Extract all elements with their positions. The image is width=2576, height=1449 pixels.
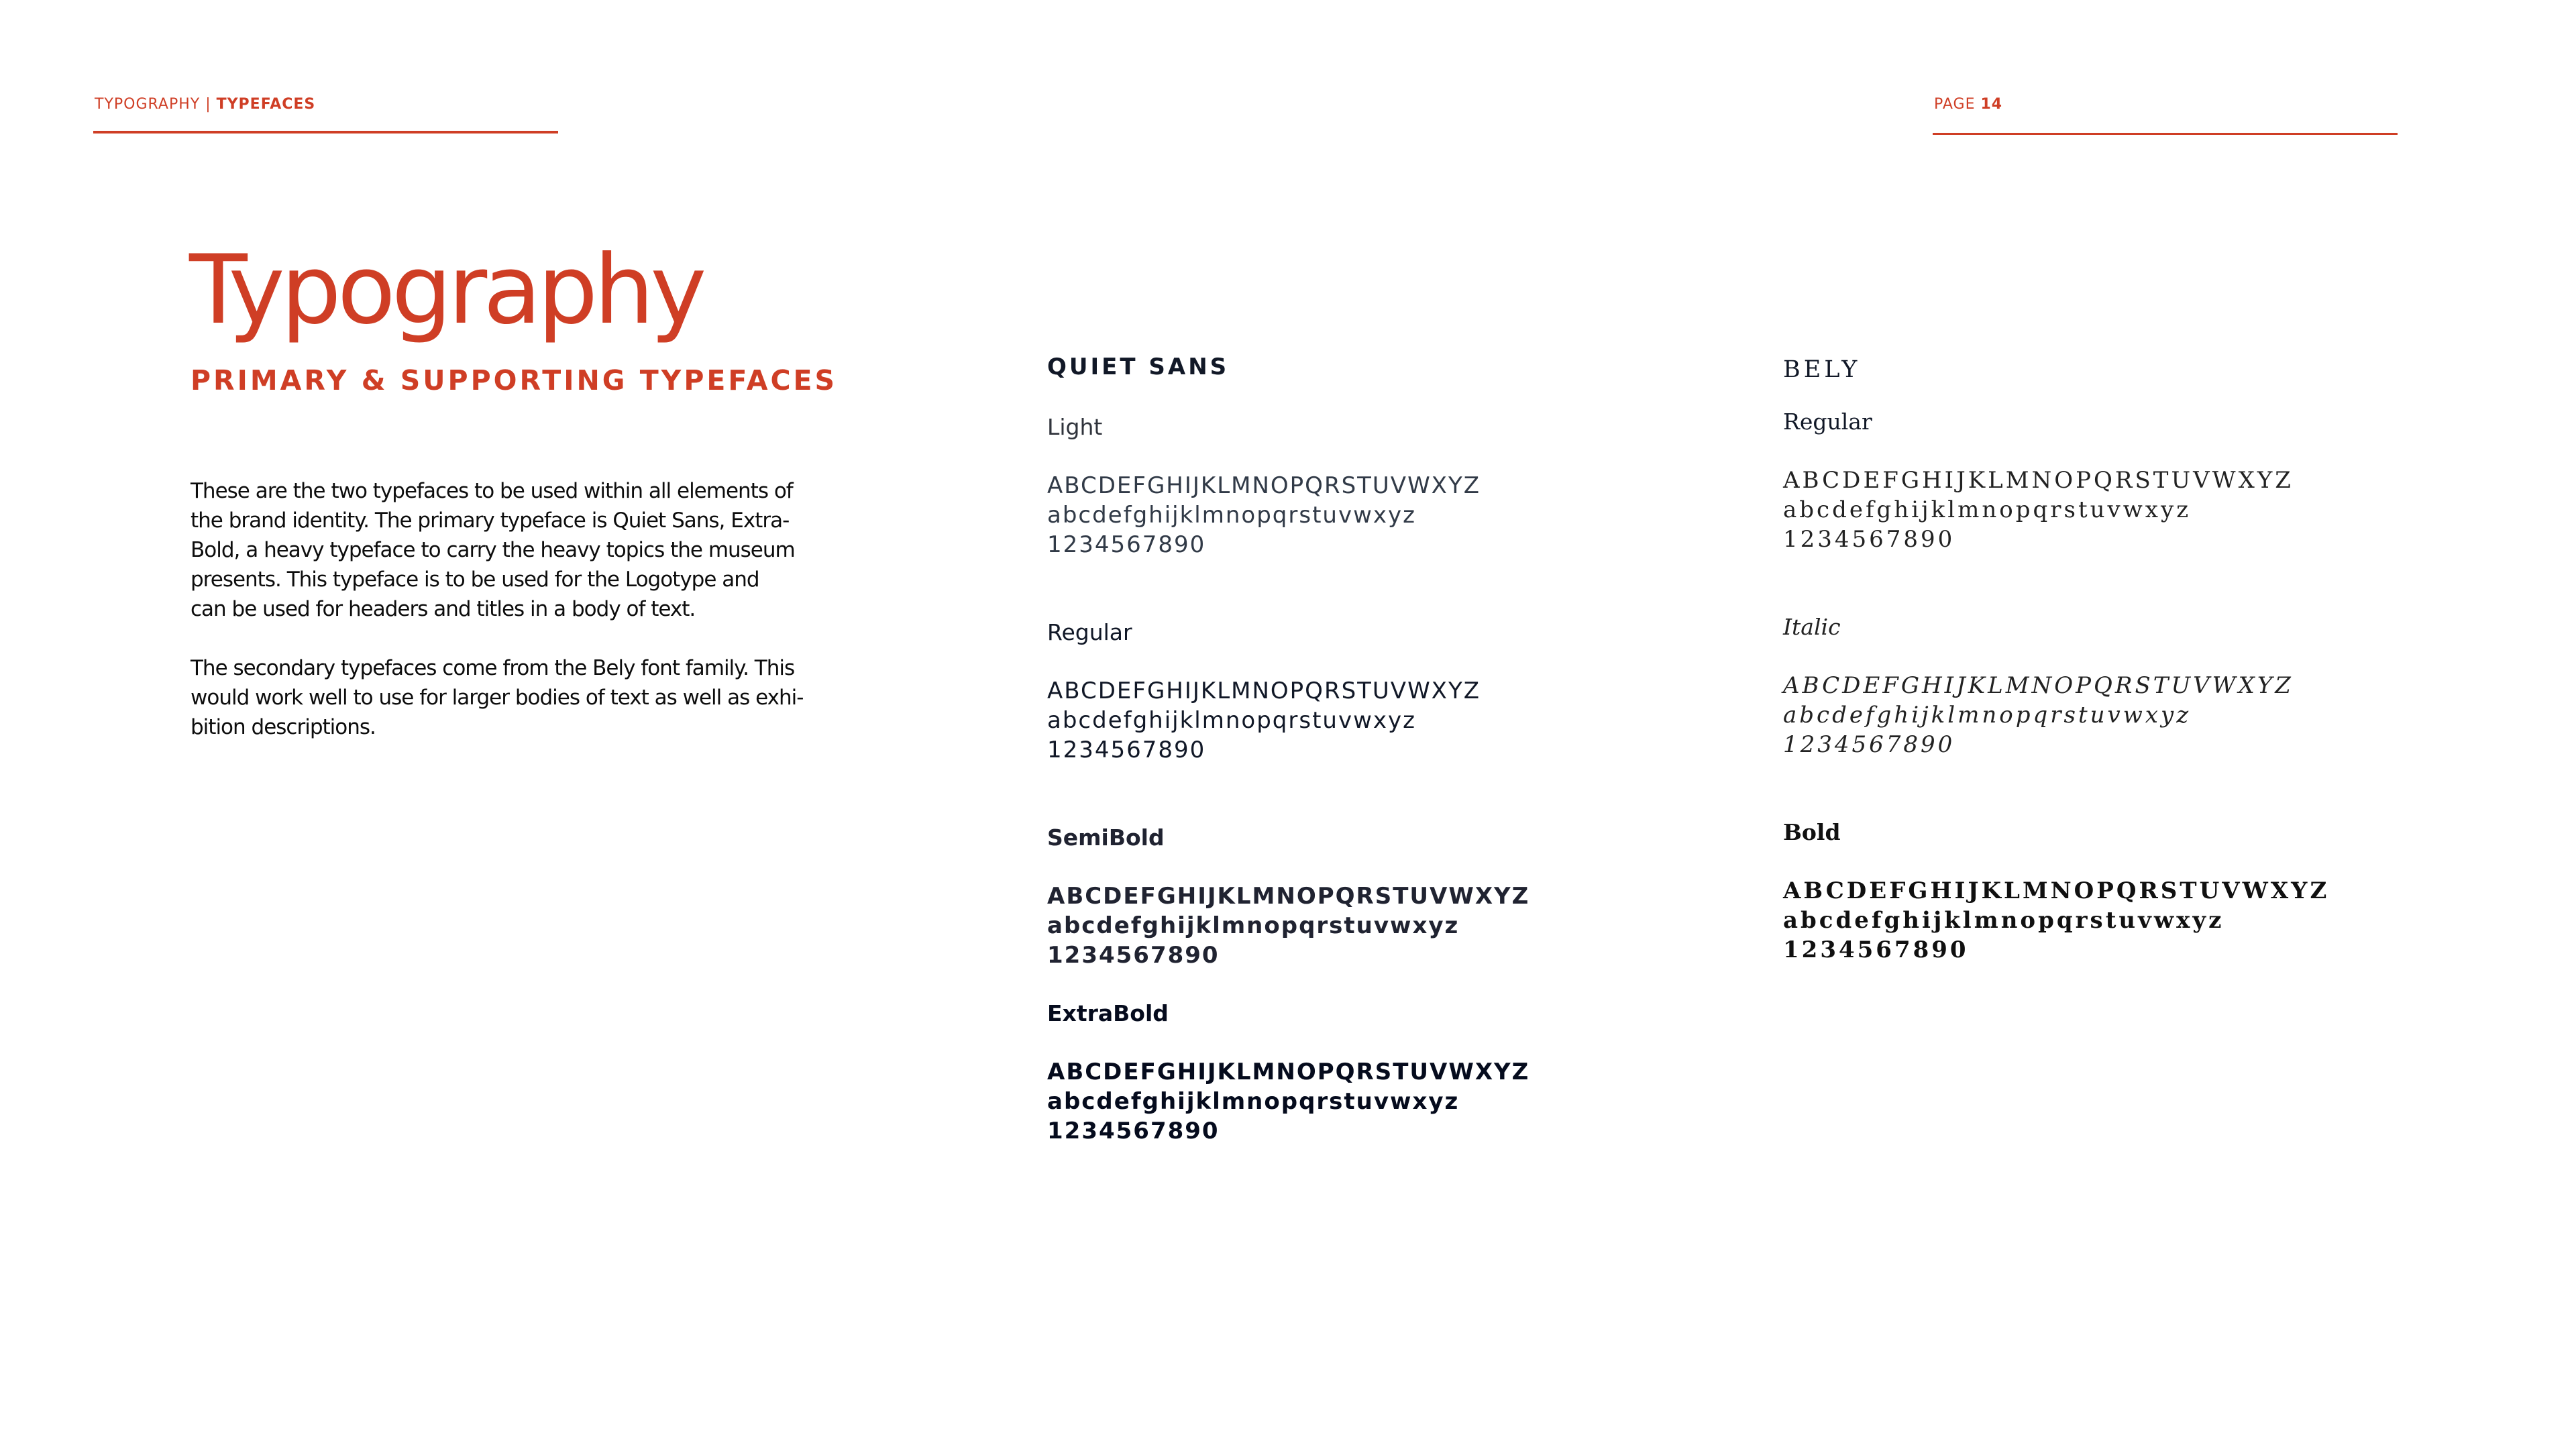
page-label: PAGE — [1934, 96, 1976, 113]
bely-bold-specimen — [1783, 818, 2329, 965]
header-subsection-label: TYPEFACES — [216, 96, 316, 113]
quiet-sans-light-specimen — [1047, 413, 1481, 559]
header-breadcrumb — [95, 96, 315, 113]
intro-line: The secondary typefaces come from the Bely font family. This — [191, 656, 795, 680]
lowercase-sample: abcdefghijklmnopqrstuvwxyz — [1047, 502, 1416, 529]
weight-name: Light — [1047, 414, 1103, 440]
quiet-sans-extrabold-specimen — [1047, 1000, 1529, 1146]
page-title: Typography — [189, 235, 703, 345]
quiet-sans-semibold-specimen — [1047, 824, 1529, 970]
uppercase-sample: ABCDEFGHIJKLMNOPQRSTUVWXYZ — [1047, 1059, 1530, 1085]
uppercase-sample: ABCDEFGHIJKLMNOPQRSTUVWXYZ — [1783, 877, 2330, 904]
weight-name: ExtraBold — [1047, 1000, 1169, 1026]
page-subtitle: PRIMARY & SUPPORTING TYPEFACES — [191, 364, 838, 396]
lowercase-sample: abcdefghijklmnopqrstuvwxyz — [1783, 907, 2224, 934]
bely-italic-specimen — [1783, 613, 2294, 759]
quiet-sans-regular-specimen — [1047, 619, 1481, 765]
uppercase-sample: ABCDEFGHIJKLMNOPQRSTUVWXYZ — [1783, 467, 2294, 494]
intro-line: would work well to use for larger bodies of text as well as exhi- — [191, 686, 804, 710]
intro-line: Bold, a heavy typeface to carry the heavy topics the museum — [191, 538, 795, 562]
intro-paragraph-2 — [191, 653, 821, 742]
lowercase-sample: abcdefghijklmnopqrstuvwxyz — [1047, 1088, 1460, 1115]
uppercase-sample: ABCDEFGHIJKLMNOPQRSTUVWXYZ — [1047, 472, 1481, 499]
quiet-sans-title: QUIET SANS — [1047, 354, 1230, 380]
lowercase-sample: abcdefghijklmnopqrstuvwxyz — [1783, 702, 2192, 729]
header-left-rule — [93, 131, 558, 133]
digits-sample: 1234567890 — [1047, 1118, 1220, 1144]
header-section-label: TYPOGRAPHY — [95, 96, 201, 113]
page-number-label — [1934, 96, 2002, 113]
uppercase-sample: ABCDEFGHIJKLMNOPQRSTUVWXYZ — [1047, 678, 1481, 704]
intro-line: bition descriptions. — [191, 715, 376, 739]
intro-line: presents. This typeface is to be used for the Logotype and — [191, 568, 759, 592]
lowercase-sample: abcdefghijklmnopqrstuvwxyz — [1047, 912, 1460, 939]
lowercase-sample: abcdefghijklmnopqrstuvwxyz — [1783, 496, 2192, 523]
intro-line: can be used for headers and titles in a body of text. — [191, 597, 696, 621]
digits-sample: 1234567890 — [1047, 942, 1220, 969]
lowercase-sample: abcdefghijklmnopqrstuvwxyz — [1047, 707, 1416, 734]
digits-sample: 1234567890 — [1783, 526, 1955, 553]
digits-sample: 1234567890 — [1047, 737, 1206, 763]
header-right-rule — [1933, 133, 2398, 135]
uppercase-sample: ABCDEFGHIJKLMNOPQRSTUVWXYZ — [1783, 672, 2294, 699]
bely-regular-specimen — [1783, 408, 2294, 554]
weight-name: Bold — [1783, 819, 1841, 845]
digits-sample: 1234567890 — [1783, 731, 1955, 758]
intro-line: the brand identity. The primary typeface is Quiet Sans, Extra- — [191, 508, 790, 533]
bely-title: BELY — [1783, 356, 1861, 383]
weight-name: Italic — [1783, 614, 1841, 640]
header-separator: | — [200, 96, 217, 113]
digits-sample: 1234567890 — [1783, 936, 1969, 963]
intro-line: These are the two typefaces to be used within all elements of — [191, 479, 793, 503]
weight-name: Regular — [1047, 619, 1132, 645]
intro-paragraph-1 — [191, 476, 821, 624]
uppercase-sample: ABCDEFGHIJKLMNOPQRSTUVWXYZ — [1047, 883, 1530, 910]
page-number: 14 — [1980, 96, 2003, 113]
digits-sample: 1234567890 — [1047, 531, 1206, 558]
weight-name: SemiBold — [1047, 824, 1165, 851]
intro-text — [191, 476, 821, 742]
weight-name: Regular — [1783, 409, 1872, 435]
